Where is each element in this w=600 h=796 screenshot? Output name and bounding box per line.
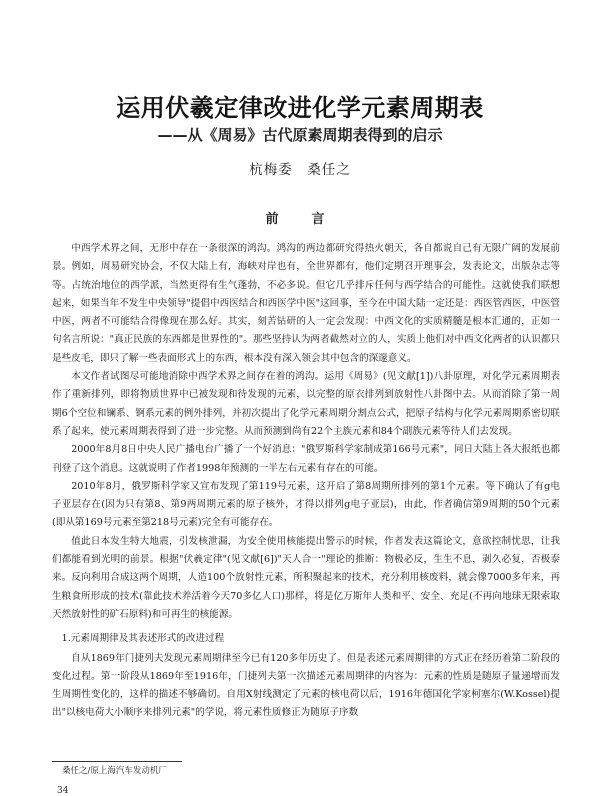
body-paragraph: 2010年8月，俄罗斯科学家又宣布发现了第119号元素，这开启了第8周期所排列的第1个元素。等下确认了有g电子亚层存在(因为只有第8、第9两周期元素的原子核外，才得以排列g电子亚层)，由此，作者确信第9周期的50个元素(即从第169号元素至第218号元素)完全有可能存在。 bbox=[52, 480, 560, 529]
author-footnote: 桑任之/原上海汽车发动机厂 bbox=[62, 766, 167, 776]
body-paragraph: 本文作者试图尽可能地消除中西学术界之间存在着的鸿沟。运用《周易》(见文献[1])八卦原理，对化学元素周期表作了重新排列，即将物质世界中已被发现和待发现的元素，以完整的原衣排列到放射性八卦图中去。从而消除了第一周期6个空位和镧系、锕系元素的例外排列，并初次提出了化学元素周期分割点公式，把原子结构与化学元素周期系密切联系了起来，使元素周期表得到了进一步完整。从而预测到尚有22个主族元素和84个副族元素等待人们去发现。 bbox=[52, 371, 560, 437]
article-title: 运用伏羲定律改进化学元素周期表 bbox=[116, 94, 484, 122]
article-subtitle: ——从《周易》古代原素周期表得到的启示 bbox=[157, 126, 443, 144]
article-body bbox=[52, 240, 560, 723]
article-authors: 杭梅委 桑任之 bbox=[249, 162, 351, 178]
section-heading-preface: 前 言 bbox=[265, 212, 335, 227]
body-paragraph: 中西学术界之间，无形中存在一条很深的鸿沟。鸿沟的两边都研究得热火朝天，各自都说自己有无限广阔的发展前景。例如，周易研究协会，不仅大陆上有，海峡对岸也有，全世界都有，他们定期召开理事会，发表论文，出版杂志等等。占统治地位的西学派，当然更得有生气蓬勃，不必多说。但它几乎排斥任何与西学结合的可能性。这就使我们联想起来，如果当年不发生中央领导"提倡中西医结合和西医学中医"这回事，至今在中国大陆一定还是：西医管西医，中医管中医，两者不可能结合得像现在那么好。其实，刻苦钻研的人一定会发现：中西文化的实质精髓是根本汇通的，正如一句名言所说："真正民族的东西都是世界性的"。那些坚持认为两者截然对立的人，实质上他们对中西文化两者的认识都只是些皮毛，即只了解一些表面形式上的东西，根本没有深入领会其中包含的深邃意义。 bbox=[52, 243, 560, 364]
body-paragraph: 2000年8月8日中央人民广播电台广播了一个好消息："俄罗斯科学家制成第166号元素"，同日大陆上各大报纸也都刊登了这个消息。这就说明了作者1998年预测的一半左右元素有存在的可能。 bbox=[52, 444, 560, 474]
body-paragraph: 值此日本发生特大地震，引发核泄漏，为安全使用核能提出警示的时候，作者发表这篇论文，意欲控制忧思，让我们都能看到光明的前景。根据"伏羲定律"(见文献[6])"天人合一"理论的推断：物极必反，生生不息，剥久必复，否极泰来。反向利用合成这两个周期，人造100个放射性元素，所积聚起来的技术，充分利用核废料，就会像7000多年来，再生粮食所形成的技术(靠此技术养活着今天70多亿人口)那样，将是亿万斯年人类和平、安全、充足(不再向地球无限索取天然放射性的矿石原料)和可再生的核能源。 bbox=[52, 535, 560, 620]
footnote-divider bbox=[52, 761, 182, 762]
section-subheading: 1.元素周期律及其表述形式的改进过程 bbox=[61, 633, 225, 645]
body-paragraph: 自从1869年门捷列夫发现元素周期律至今已有120多年历史了。但是表述元素周期律的方式正在经历着第二阶段的变化过程。第一阶段从1869年至1916年，门捷列夫第一次描述元素周期律的内容为：元素的性质是随原子量递增而发生周期性变化的，这样的描述不够确切。自用X射线测定了元素的核电荷以后，1916年德国化学家柯塞尔(W.Kossel)提出"以核电荷大小顺序来排列元素"的学说，将元素性质修正为随原子序数 bbox=[52, 652, 560, 719]
page-number: 34 bbox=[57, 786, 69, 796]
